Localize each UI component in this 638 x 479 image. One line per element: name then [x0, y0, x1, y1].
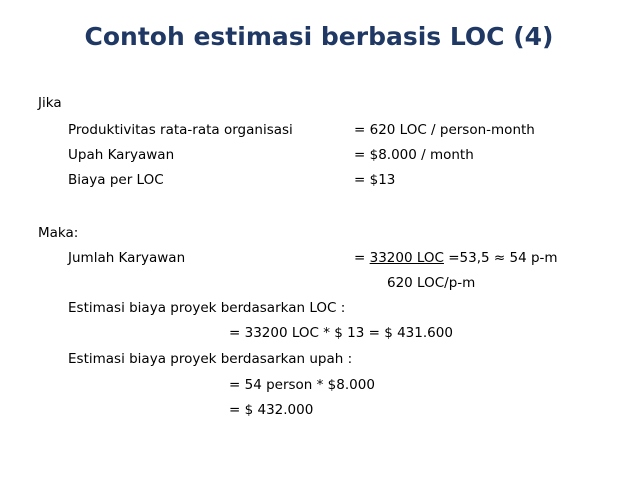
loc-estimate-heading: Estimasi biaya proyek berdasarkan LOC : — [68, 300, 346, 316]
productivity-label: Produktivitas rata-rata organisasi — [68, 122, 293, 138]
jika-label: Jika — [38, 95, 62, 111]
wage-label: Upah Karyawan — [68, 147, 175, 163]
cost-per-loc-label: Biaya per LOC — [68, 172, 164, 188]
cost-per-loc-value: = $13 — [354, 172, 396, 188]
productivity-value: = 620 LOC / person-month — [354, 122, 535, 138]
employee-count-numerator: 33200 LOC — [369, 250, 444, 266]
employee-count-result: =53,5 ≈ 54 p-m — [443, 250, 558, 266]
wage-estimate-calc-1: = 54 person * $8.000 — [229, 377, 375, 393]
wage-value: = $8.000 / month — [354, 147, 474, 163]
employee-count-label: Jumlah Karyawan — [68, 250, 186, 266]
maka-label: Maka: — [38, 225, 79, 241]
employee-count-formula — [354, 249, 558, 267]
loc-estimate-calc: = 33200 LOC * $ 13 = $ 431.600 — [229, 325, 453, 341]
slide-title: Contoh estimasi berbasis LOC (4) — [84, 22, 554, 51]
wage-estimate-heading: Estimasi biaya proyek berdasarkan upah : — [68, 351, 353, 367]
employee-count-eq: = — [354, 250, 370, 266]
employee-count-denominator: 620 LOC/p-m — [387, 275, 476, 291]
wage-estimate-calc-2: = $ 432.000 — [229, 402, 314, 418]
